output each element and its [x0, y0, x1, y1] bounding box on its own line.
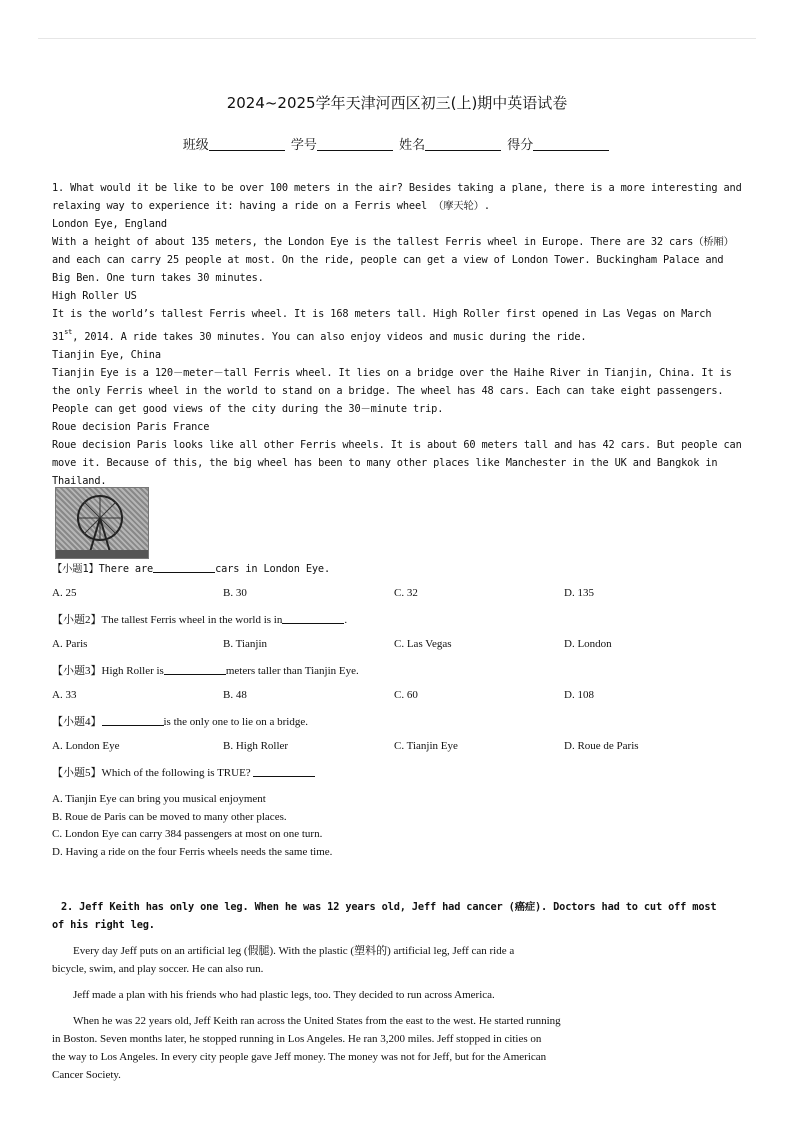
passage-line: the way to Los Angeles. In every city people gave Jeff money. The money was not for Jeff, but for the American [52, 1051, 547, 1063]
option-b[interactable]: B. 30 [223, 587, 247, 599]
option-d[interactable]: D. London [564, 638, 612, 650]
passage-line: Cancer Society. [52, 1069, 121, 1081]
answer-blank[interactable] [102, 715, 164, 726]
passage-line: of his right leg. [52, 919, 155, 931]
answer-blank[interactable] [253, 766, 315, 777]
option-c[interactable]: C. London Eye can carry 384 passengers at most on one turn. [52, 828, 323, 840]
question-prefix: 【小题1】There are [52, 563, 154, 575]
page-title: 2024~2025学年天津河西区初三(上)期中英语试卷 [226, 94, 568, 112]
answer-blank[interactable] [164, 664, 226, 675]
passage-line: in Boston. Seven months later, he stopped running in Los Angeles. He ran 3,200 miles. Jeff stopped in cities on [52, 1033, 542, 1045]
name-blank[interactable] [425, 138, 501, 151]
option-c[interactable]: C. 32 [394, 587, 418, 599]
option-a[interactable]: A. 25 [52, 587, 77, 599]
score-blank[interactable] [533, 138, 609, 151]
option-c[interactable]: C. Tianjin Eye [394, 740, 458, 752]
passage-line: Jeff made a plan with his friends who had plastic legs, too. They decided to run across America. [73, 989, 495, 1001]
question-prefix: 【小题4】 [52, 716, 102, 728]
passage-line: It is the world’s tallest Ferris wheel. It is 168 meters tall. High Roller first opened in Las Vegas on March [52, 308, 712, 320]
passage-line: With a height of about 135 meters, the London Eye is the tallest Ferris wheel in Europe. There are 32 cars（桥厢） [52, 236, 734, 248]
passage-line: Big Ben. One turn takes 30 minutes. [52, 272, 264, 284]
passage-line: bicycle, swim, and play soccer. He can also run. [52, 963, 264, 975]
student-info-row [0, 134, 794, 153]
passage-line: the only Ferris wheel in the world to stand on a bridge. The wheel has 48 cars. Each can take eight passengers. [52, 385, 724, 397]
question-suffix: cars in London Eye. [215, 563, 331, 575]
question-4 [52, 714, 752, 730]
passage-line: Roue decision Paris looks like all other Ferris wheels. It is about 60 meters tall and has 42 cars. But people can [52, 439, 742, 451]
ferris-wheel-photo [55, 487, 149, 559]
option-a[interactable]: A. London Eye [52, 740, 120, 752]
passage-line: Tianjin Eye is a 120－meter－tall Ferris wheel. It lies on a bridge over the Haihe River in Tianjin, China. It is [52, 367, 732, 379]
passage-heading: London Eye, England [52, 218, 167, 230]
passage-line: Thailand. [52, 475, 107, 487]
option-d[interactable]: D. 108 [564, 689, 594, 701]
passage-heading: Tianjin Eye, China [52, 349, 161, 361]
answer-blank[interactable] [282, 613, 344, 624]
option-b[interactable]: B. High Roller [223, 740, 289, 752]
option-a[interactable]: A. Paris [52, 638, 88, 650]
passage-heading: High Roller US [52, 290, 137, 302]
passage-2-paragraph [52, 986, 752, 1004]
option-b[interactable]: B. 48 [223, 689, 247, 701]
passage-heading: Roue decision Paris France [52, 421, 210, 433]
question-suffix: meters taller than Tianjin Eye. [225, 665, 359, 677]
passage-line: relaxing way to experience it: having a ride on a Ferris wheel （摩天轮）. [52, 200, 490, 212]
option-a[interactable]: A. 33 [52, 689, 77, 701]
passage-line: 2. Jeff Keith has only one leg. When he was 12 years old, Jeff had cancer (癌症). Doctors had to cut off most [61, 901, 717, 913]
option-b[interactable]: B. Roue de Paris can be moved to many other places. [52, 810, 287, 823]
option-d[interactable]: D. Roue de Paris [564, 740, 639, 752]
question-prefix: 【小题5】Which of the following is TRUE? [52, 767, 251, 779]
number-blank[interactable] [317, 138, 393, 151]
passage-1 [52, 179, 752, 490]
passage-line: When he was 22 years old, Jeff Keith ran across the United States from the east to the west. He started running [73, 1015, 561, 1027]
option-a[interactable]: A. Tianjin Eye can bring you musical enjoyment [52, 793, 266, 805]
header-divider [38, 38, 756, 39]
question-2 [52, 612, 752, 628]
question-5-options [52, 791, 752, 861]
passage-2-paragraph [52, 942, 752, 978]
question-prefix: 【小题2】The tallest Ferris wheel in the world is in [52, 614, 283, 626]
option-c[interactable]: C. 60 [394, 689, 418, 701]
passage-line [52, 323, 752, 346]
number-label: 学号 [290, 138, 317, 153]
question-5 [52, 765, 752, 781]
name-label: 姓名 [399, 138, 426, 153]
option-c[interactable]: C. Las Vegas [394, 638, 452, 650]
passage-line: People can get good views of the city during the 30－minute trip. [52, 403, 444, 415]
passage-line: Every day Jeff puts on an artificial leg (假腿). With the plastic (塑料的) artificial leg, Jeff can ride a [73, 945, 515, 957]
question-suffix: is the only one to lie on a bridge. [163, 716, 308, 728]
date-superscript: st [64, 328, 73, 336]
passage-2-paragraph [52, 1012, 752, 1084]
passage-line: and each can carry 25 people at most. On the ride, people can get a view of London Tower. Buckingham Palace and [52, 254, 724, 266]
ferris-wheel-illustration [56, 488, 148, 558]
question-1 [52, 561, 752, 577]
option-d[interactable]: D. Having a ride on the four Ferris wheels needs the same time. [52, 845, 333, 858]
question-3 [52, 663, 752, 679]
question-prefix: 【小题3】High Roller is [52, 665, 164, 677]
class-label: 班级 [182, 138, 209, 153]
passage-line: move it. Because of this, the big wheel has been to many other places like Manchester in the UK and Bangkok in [52, 457, 718, 469]
class-blank[interactable] [209, 138, 285, 151]
passage-line: 1. What would it be like to be over 100 meters in the air? Besides taking a plane, there is a more interesting and [52, 182, 742, 194]
option-b[interactable]: B. Tianjin [223, 638, 268, 650]
passage-2-intro [52, 898, 752, 934]
date-rest: , 2014. A ride takes 30 minutes. You can also enjoy videos and music during the ride. [72, 331, 587, 343]
score-label: 得分 [507, 138, 534, 153]
date-number: 31 [52, 331, 65, 343]
option-d[interactable]: D. 135 [564, 587, 594, 599]
answer-blank[interactable] [153, 562, 215, 573]
question-suffix: . [344, 614, 348, 626]
